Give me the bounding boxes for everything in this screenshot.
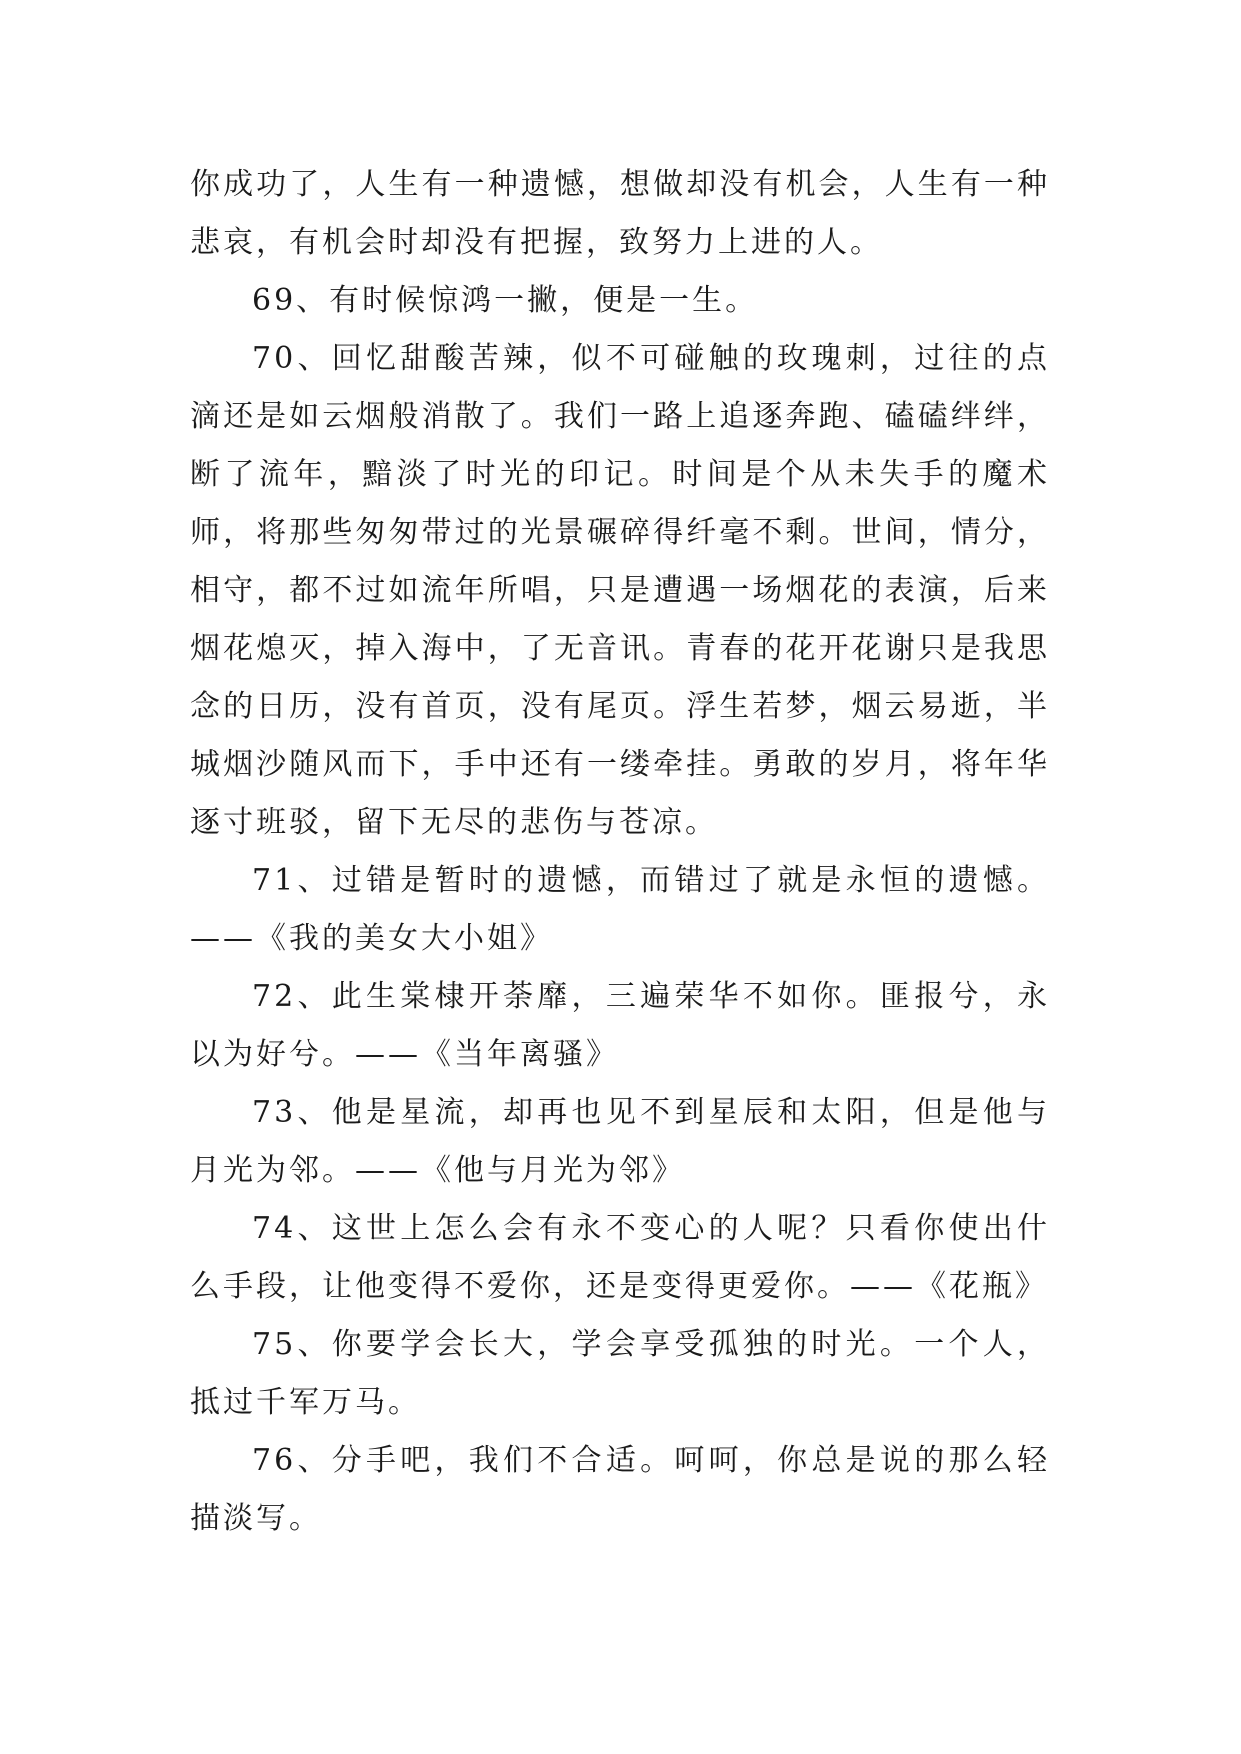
paragraph-70: 70、回忆甜酸苦辣，似不可碰触的玫瑰刺，过往的点滴还是如云烟般消散了。我们一路上追逐奔跑、磕磕绊绊，断了流年，黯淡了时光的印记。时间是个从未失手的魔术师，将那些匆匆带过的光景碾碎得纤毫不剩。世间，情分，相守，都不过如流年所唱，只是遭遇一场烟花的表演，后来烟花熄灭，掉入海中，了无音讯。青春的花开花谢只是我思念的日历，没有首页，没有尾页。浮生若梦，烟云易逝，半城烟沙随风而下，手中还有一缕牵挂。勇敢的岁月，将年华逐寸班驳，留下无尽的悲伤与苍凉。 (190, 341, 1050, 840)
paragraph-74: 74、这世上怎么会有永不变心的人呢？只看你使出什么手段，让他变得不爱你，还是变得更爱你。——《花瓶》 (190, 1211, 1050, 1304)
paragraph-75: 75、你要学会长大，学会享受孤独的时光。一个人，抵过千军万马。 (190, 1327, 1050, 1420)
document-body (190, 156, 1050, 1548)
paragraph-76: 76、分手吧，我们不合适。呵呵，你总是说的那么轻描淡写。 (190, 1443, 1050, 1536)
paragraph-69: 69、有时候惊鸿一撇，便是一生。 (252, 283, 759, 318)
paragraph-71: 71、过错是暂时的遗憾，而错过了就是永恒的遗憾。——《我的美女大小姐》 (190, 863, 1050, 956)
paragraph-73: 73、他是星流，却再也见不到星辰和太阳，但是他与月光为邻。——《他与月光为邻》 (190, 1095, 1050, 1188)
paragraph-continuation: 你成功了，人生有一种遗憾，想做却没有机会，人生有一种悲哀，有机会时却没有把握，致努力上进的人。 (190, 167, 1050, 260)
paragraph-72: 72、此生棠棣开荼靡，三遍荣华不如你。匪报兮，永以为好兮。——《当年离骚》 (190, 979, 1050, 1072)
